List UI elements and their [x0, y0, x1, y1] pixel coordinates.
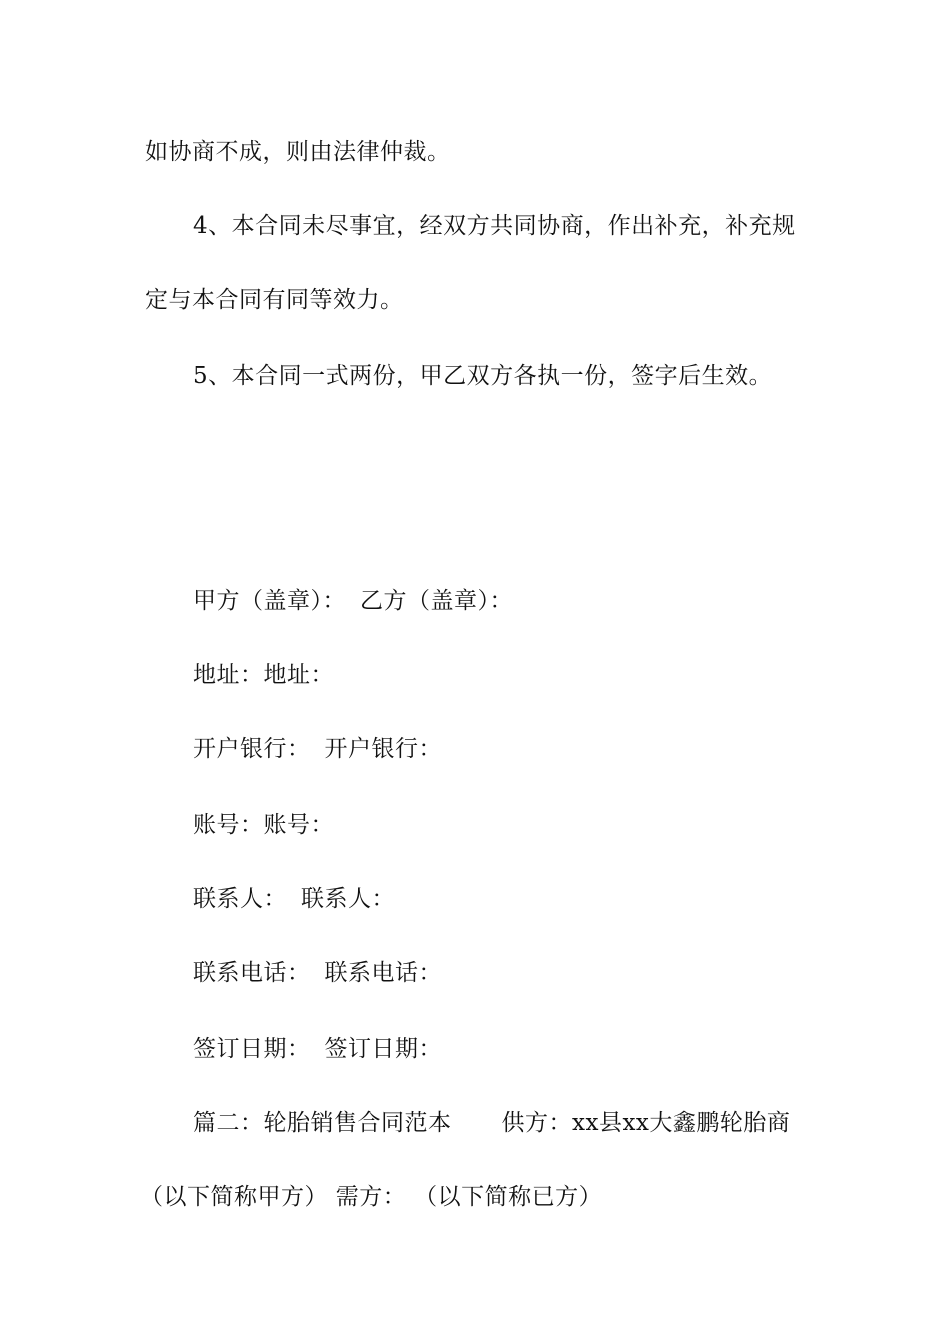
party-b-date-label: 签订日期： — [324, 1036, 442, 1062]
party-b-bank-label: 开户银行： — [324, 736, 442, 762]
party-a-account-label: 账号： — [193, 812, 264, 838]
part-two-line-1 — [193, 1108, 790, 1138]
supplier-label: 供方：xx县xx大鑫鹏轮胎商 — [501, 1110, 791, 1136]
party-b-contact-label: 联系人： — [301, 886, 395, 912]
paragraph-clause-4-line-2: 定与本合同有同等效力。 — [145, 287, 404, 313]
seal-line — [193, 586, 513, 616]
date-line — [193, 1034, 442, 1064]
paragraph-arbitration: 如协商不成，则由法律仲裁。 — [145, 139, 451, 165]
party-b-phone-label: 联系电话： — [324, 960, 442, 986]
phone-line — [193, 958, 442, 988]
party-b-seal-label: 乙方（盖章）： — [360, 588, 513, 614]
party-a-address-label: 地址： — [193, 662, 264, 688]
party-a-seal-label: 甲方（盖章）： — [193, 588, 346, 614]
contact-line — [193, 884, 395, 914]
bank-line — [193, 734, 442, 764]
party-b-account-label: 账号： — [263, 812, 334, 838]
account-line — [193, 810, 334, 840]
party-a-bank-label: 开户银行： — [193, 736, 311, 762]
part-two-line-2: （以下简称甲方） 需方： （以下简称已方） — [140, 1184, 603, 1210]
paragraph-clause-5: 5、本合同一式两份，甲乙双方各执一份，签字后生效。 — [193, 363, 773, 389]
party-a-phone-label: 联系电话： — [193, 960, 311, 986]
address-line — [193, 660, 334, 690]
party-a-contact-label: 联系人： — [193, 886, 287, 912]
part-two-heading: 篇二：轮胎销售合同范本 — [193, 1110, 452, 1136]
party-b-address-label: 地址： — [263, 662, 334, 688]
party-a-date-label: 签订日期： — [193, 1036, 311, 1062]
paragraph-clause-4-line-1: 4、本合同未尽事宜，经双方共同协商，作出补充，补充规 — [193, 213, 796, 239]
